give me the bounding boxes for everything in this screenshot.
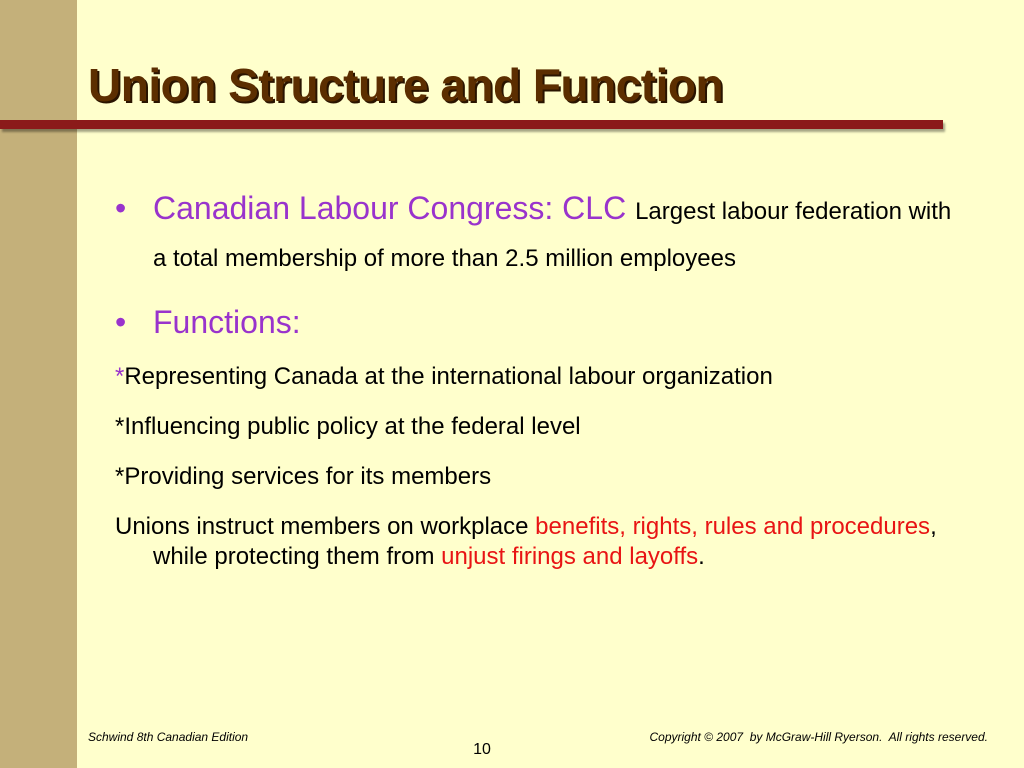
closing-part2: , while protecting them from [153,513,937,570]
bullet-functions [115,302,965,342]
bullet-functions-heading: Functions: [153,304,301,340]
closing-highlight-benefits: benefits, rights, rules and procedures [535,513,931,540]
bullet-clc-detail: Largest labour federation with a total membership of more than 2.5 million employees [153,198,952,272]
page-number: 10 [473,741,491,758]
bullet-dot: • [115,190,127,226]
function-item-policy: *Influencing public policy at the federal level [115,413,581,440]
slide-content [115,188,965,572]
bullet-clc [115,188,965,282]
bullet-clc-heading: Canadian Labour Congress: CLC [153,190,627,226]
closing-part3: . [698,543,705,570]
slide-title: Union Structure and Function [88,59,724,111]
closing-highlight-firings: unjust firings and layoffs [441,543,699,570]
bullet-dot: • [115,304,127,340]
sidebar-band [0,0,77,768]
function-item-services: *Providing services for its members [115,463,492,490]
closing-part1: Unions instruct members on workplace [115,513,536,540]
function-item-ilo-text: Representing Canada at the international labour organization [124,363,773,390]
title-divider [0,120,943,129]
footer-copyright: Copyright © 2007 by McGraw-Hill Ryerson. All rights reserved. [649,730,988,744]
footer-edition: Schwind 8th Canadian Edition [88,730,249,744]
function-star: * [115,363,125,390]
page-number-row [0,741,1024,759]
function-item-ilo [115,362,965,392]
closing-paragraph [115,512,965,572]
